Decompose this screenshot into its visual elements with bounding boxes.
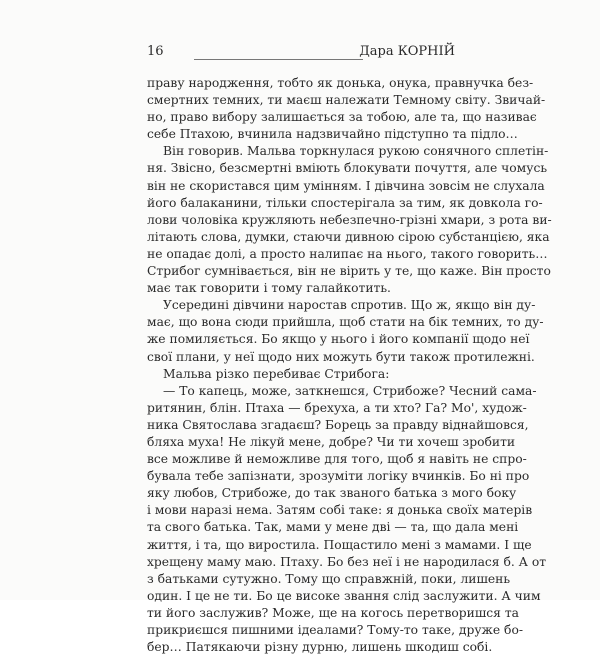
text-line: літають слова, думки, стаючи дивною сірою субстанцією, яка bbox=[147, 229, 550, 244]
text-line: з батьками сутужно. Тому що справжній, поки, лишень bbox=[147, 571, 511, 586]
text-line: бляха муха! Не лікуй мене, добре? Чи ти хочеш зробити bbox=[147, 434, 516, 449]
page-number: 16 bbox=[147, 44, 164, 59]
text-line: ритянин, блін. Птаха — брехуха, а ти хто? Га? Мо', худож- bbox=[147, 400, 527, 415]
text-line: не опадає долі, а просто налипає на нього, такого говорить… bbox=[147, 246, 548, 261]
text-line: ти його заслужив? Може, ще на когось перетворишся та bbox=[147, 605, 519, 620]
body-text bbox=[147, 75, 552, 656]
running-head: Дара КОРНІЙ bbox=[359, 44, 455, 59]
text-line: Мальва різко перебиває Стрибога: bbox=[163, 366, 390, 381]
text-line: но, право вибору залишається за тобою, але та, що називає bbox=[147, 110, 537, 125]
page-header bbox=[147, 44, 455, 64]
text-line: ника Святослава згадаєш? Борець за правду віднайшовся, bbox=[147, 417, 529, 432]
text-line: лови чоловіка кружляють небезпечно-грізні хмари, з рота ви- bbox=[147, 212, 552, 227]
text-line: свої плани, у неї щодо них можуть бути також протилежні. bbox=[147, 349, 535, 364]
text-line: же помиляється. Бо якщо у нього і його компанії щодо неї bbox=[147, 332, 530, 347]
text-line: хрещену маму маю. Птаху. Бо без неї і не народилася б. А от bbox=[147, 554, 547, 569]
text-line: бер… Патякаючи різну дурню, лишень шкодиш собі. bbox=[147, 640, 493, 655]
text-line: бувала тебе запізнати, зрозуміти логіку вчинків. Бо ні про bbox=[147, 469, 530, 484]
text-line: має, що вона сюди прийшла, щоб стати на бік темних, то ду- bbox=[147, 315, 544, 330]
text-line: прикриєшся пишними ідеалами? Тому-то таке, друже бо- bbox=[147, 623, 524, 637]
text-line: має так говорити і тому галайкотить. bbox=[147, 281, 391, 296]
text-line: один. І це не ти. Бо це високе звання слід заслужити. А чим bbox=[147, 588, 541, 603]
text-line: Стрибог сумнівається, він не вірить у те, що каже. Він просто bbox=[147, 264, 551, 279]
text-line: — То капець, може, заткнешся, Стрибоже? Чесний сама- bbox=[163, 383, 537, 398]
text-line: себе Птахою, вчинила надзвичайно підступно та підло… bbox=[147, 127, 518, 142]
text-line: Він говорив. Мальва торкнулася рукою сонячного сплетін- bbox=[163, 144, 549, 159]
text-line: і мови наразі нема. Затям собі таке: я донька своїх матерів bbox=[147, 503, 533, 518]
text-line: ня. Звісно, безсмертні вміють блокувати почуття, але чомусь bbox=[147, 161, 548, 176]
text-line: все можливе й неможливе для того, щоб я навіть не спро- bbox=[147, 452, 527, 467]
text-line: його балаканини, тільки спостерігала за тим, як довкола го- bbox=[147, 195, 543, 210]
text-line: смертних темних, ти маєш належати Темному світу. Звичай- bbox=[147, 93, 546, 108]
header-rule bbox=[194, 59, 363, 60]
text-line: та свого батька. Так, мами у мене дві — та, що дала мені bbox=[147, 520, 519, 535]
text-line: Усередині дівчини наростав спротив. Що ж, якщо він ду- bbox=[163, 298, 536, 313]
text-line: життя, і та, що виростила. Пощастило мені з мамами. І ще bbox=[147, 537, 532, 552]
text-line: праву народження, тобто як донька, онука, правнучка без- bbox=[147, 76, 534, 90]
text-line: він не скористався цим умінням. І дівчина зовсім не слухала bbox=[147, 178, 545, 193]
text-line: яку любов, Стрибоже, до так званого батька з мого боку bbox=[147, 486, 517, 501]
